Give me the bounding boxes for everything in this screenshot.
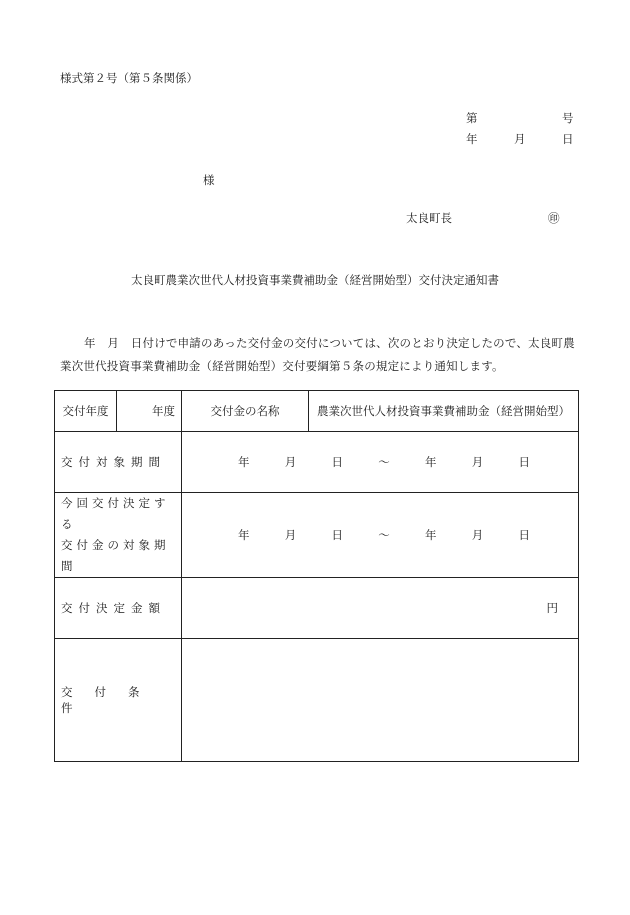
period-start-month: 月 bbox=[284, 455, 297, 469]
table-row bbox=[55, 493, 579, 578]
current-period-separator: 〜 bbox=[378, 528, 390, 542]
table-row bbox=[55, 391, 579, 432]
issuer-name: 太良町長 bbox=[406, 211, 452, 225]
period-end-month: 月 bbox=[471, 455, 484, 469]
table-row bbox=[55, 639, 579, 762]
current-period-end-day: 日 bbox=[518, 528, 530, 542]
current-period-label-line2: 交付金の対象期間 bbox=[61, 538, 170, 573]
table-row bbox=[55, 432, 579, 493]
date-day: 日 bbox=[562, 132, 574, 146]
current-period-label bbox=[55, 493, 182, 578]
current-period-value bbox=[182, 493, 579, 578]
period-start-year: 年 bbox=[238, 455, 250, 469]
current-period-end-year: 年 bbox=[425, 528, 437, 542]
period-start-day: 日 bbox=[331, 455, 343, 469]
period-value bbox=[182, 432, 579, 493]
body-paragraph: 年 月 日付けで申請のあった交付金の交付については、次のとおり決定したので、太良町農業次世代投資事業費補助金（経営開始型）交付要綱第５条の規定により通知します。 bbox=[60, 336, 575, 373]
conditions-value bbox=[182, 639, 579, 762]
fiscal-year-value: 年度 bbox=[117, 391, 182, 432]
current-period-start-day: 日 bbox=[331, 528, 343, 542]
amount-label: 交付決定金額 bbox=[55, 578, 182, 639]
grant-name-label: 交付金の名称 bbox=[182, 391, 309, 432]
period-label: 交付対象期間 bbox=[55, 432, 182, 493]
seal-mark: ㊞ bbox=[548, 211, 560, 225]
period-end-day: 日 bbox=[518, 455, 530, 469]
table-row bbox=[55, 578, 579, 639]
current-period-start-month: 月 bbox=[284, 528, 297, 542]
period-end-year: 年 bbox=[425, 455, 437, 469]
current-period-label-line1: 今回交付決定する bbox=[61, 496, 170, 531]
document-title: 太良町農業次世代人材投資事業費補助金（経営開始型）交付決定通知書 bbox=[131, 273, 499, 287]
current-period-start-year: 年 bbox=[238, 528, 250, 542]
doc-number-prefix: 第 bbox=[466, 111, 478, 125]
date-year: 年 bbox=[466, 132, 478, 146]
decision-table bbox=[54, 390, 579, 762]
current-period-end-month: 月 bbox=[471, 528, 484, 542]
conditions-label: 交付条件 bbox=[55, 639, 182, 762]
grant-name-value: 農業次世代人材投資事業費補助金（経営開始型） bbox=[309, 391, 579, 432]
fiscal-year-label: 交付年度 bbox=[55, 391, 117, 432]
form-number: 様式第２号（第５条関係） bbox=[60, 71, 198, 85]
amount-unit: 円 bbox=[182, 578, 579, 639]
doc-number-suffix: 号 bbox=[562, 111, 574, 125]
addressee-suffix: 様 bbox=[203, 173, 215, 187]
date-month: 月 bbox=[514, 132, 526, 146]
period-separator: 〜 bbox=[378, 455, 390, 469]
